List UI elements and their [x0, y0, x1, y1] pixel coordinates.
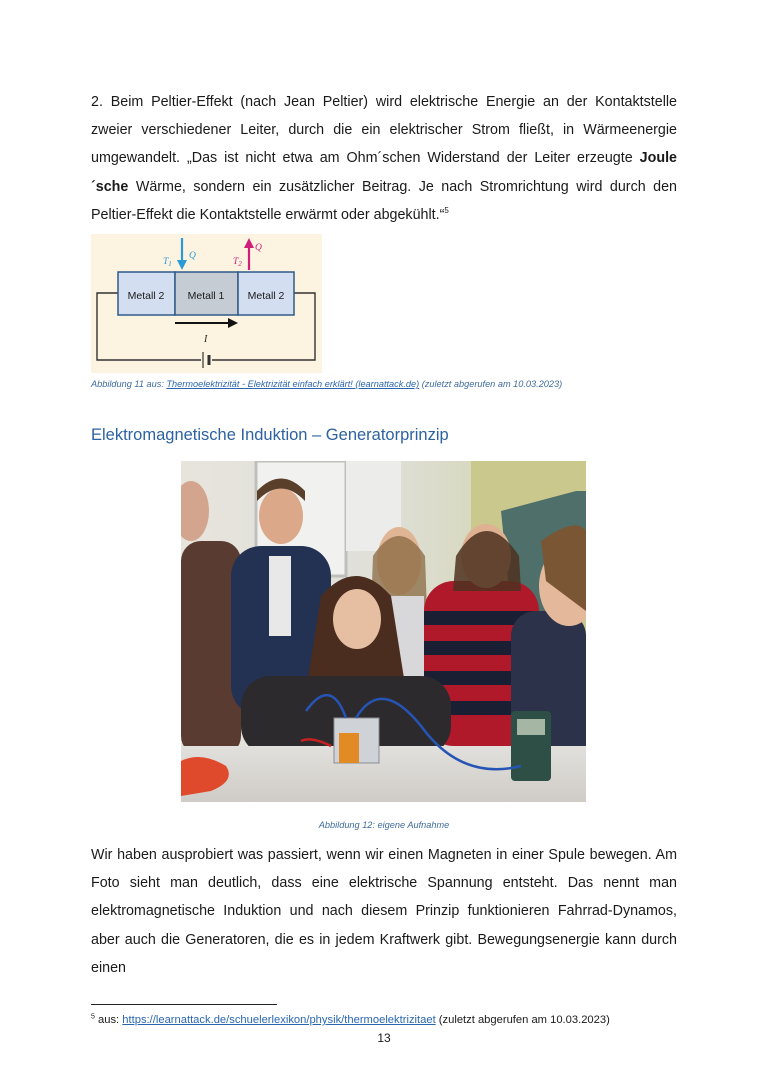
t2-sub: 2	[238, 260, 242, 268]
photo-center-face	[333, 589, 381, 649]
footnote-divider	[91, 1004, 277, 1005]
section-heading: Elektromagnetische Induktion – Generatorprinzip	[91, 426, 449, 444]
q-left-label: Q	[189, 251, 196, 261]
footnote-suffix: (zuletzt abgerufen am 10.03.2023)	[435, 1014, 610, 1026]
t1-sub: 1	[168, 260, 172, 268]
page-number: 13	[377, 1031, 391, 1045]
photo-boy-shirt	[269, 556, 291, 636]
q-right-label: Q	[255, 243, 262, 253]
metal-left-label: Metall 2	[127, 290, 165, 302]
footnote-ref[interactable]: 5	[444, 206, 449, 216]
photo-multimeter-display	[517, 719, 545, 735]
induction-paragraph: Wir haben ausprobiert was passiert, wenn wir einen Magneten in einer Spule bewegen. Am Foto sieht man deutlich, dass eine elektrische Spannung entsteht. Das nennt man elektromagnetische Induktion und nach diesem Prinzip funktionieren Fahrrad-Dynamos, aber auch die Generatoren, die es in jedem Kraftwerk gibt. Bewegungsenergie kann durch einen	[91, 847, 677, 976]
caption-link[interactable]: Thermoelektrizität - Elektrizität einfach erklärt! (learnattack.de)	[166, 379, 420, 389]
metal-mid-label: Metall 1	[187, 290, 225, 302]
paragraph-text-cont: Wärme, sondern ein zusätzlicher Beitrag. Je nach Stromrichtung wird durch den Peltier-Effekt die Kontaktstelle erwärmt oder abgekühlt.“	[91, 178, 677, 223]
classroom-photo-svg	[181, 461, 586, 802]
caption-suffix: (zuletzt abgerufen am 10.03.2023)	[419, 379, 563, 389]
peltier-diagram	[91, 234, 322, 373]
t1-letter: T	[163, 257, 169, 267]
photo-boy-face	[259, 488, 303, 544]
current-label: I	[204, 334, 208, 345]
t2-letter: T	[233, 257, 239, 267]
classroom-photo	[181, 461, 586, 802]
figure-12-caption: Abbildung 12: eigene Aufnahme	[318, 820, 450, 830]
caption-prefix: Abbildung 11 aus:	[91, 379, 167, 389]
peltier-diagram-svg	[91, 234, 322, 373]
footnote-link[interactable]: https://learnattack.de/schuelerlexikon/physik/thermoelektrizitaet	[122, 1014, 436, 1026]
photo-coil	[339, 733, 359, 763]
paragraph-text: 2. Beim Peltier-Effekt (nach Jean Peltier) wird elektrische Energie an der Kontaktstelle zweier verschiedener Leiter, durch die ein elektrischer Strom fließt, in Wärmeenergie umgewandelt. „Das ist nicht etwa am Ohm´schen Widerstand der Leiter erzeugte	[91, 94, 677, 167]
footnote-prefix: aus:	[94, 1014, 123, 1026]
bold-term: Joule´sche	[91, 150, 677, 195]
figure-11-caption	[91, 379, 562, 389]
peltier-paragraph	[91, 88, 677, 229]
footnote	[91, 1014, 610, 1026]
footnote-number: 5	[91, 1013, 95, 1021]
metal-right-label: Metall 2	[247, 290, 285, 302]
